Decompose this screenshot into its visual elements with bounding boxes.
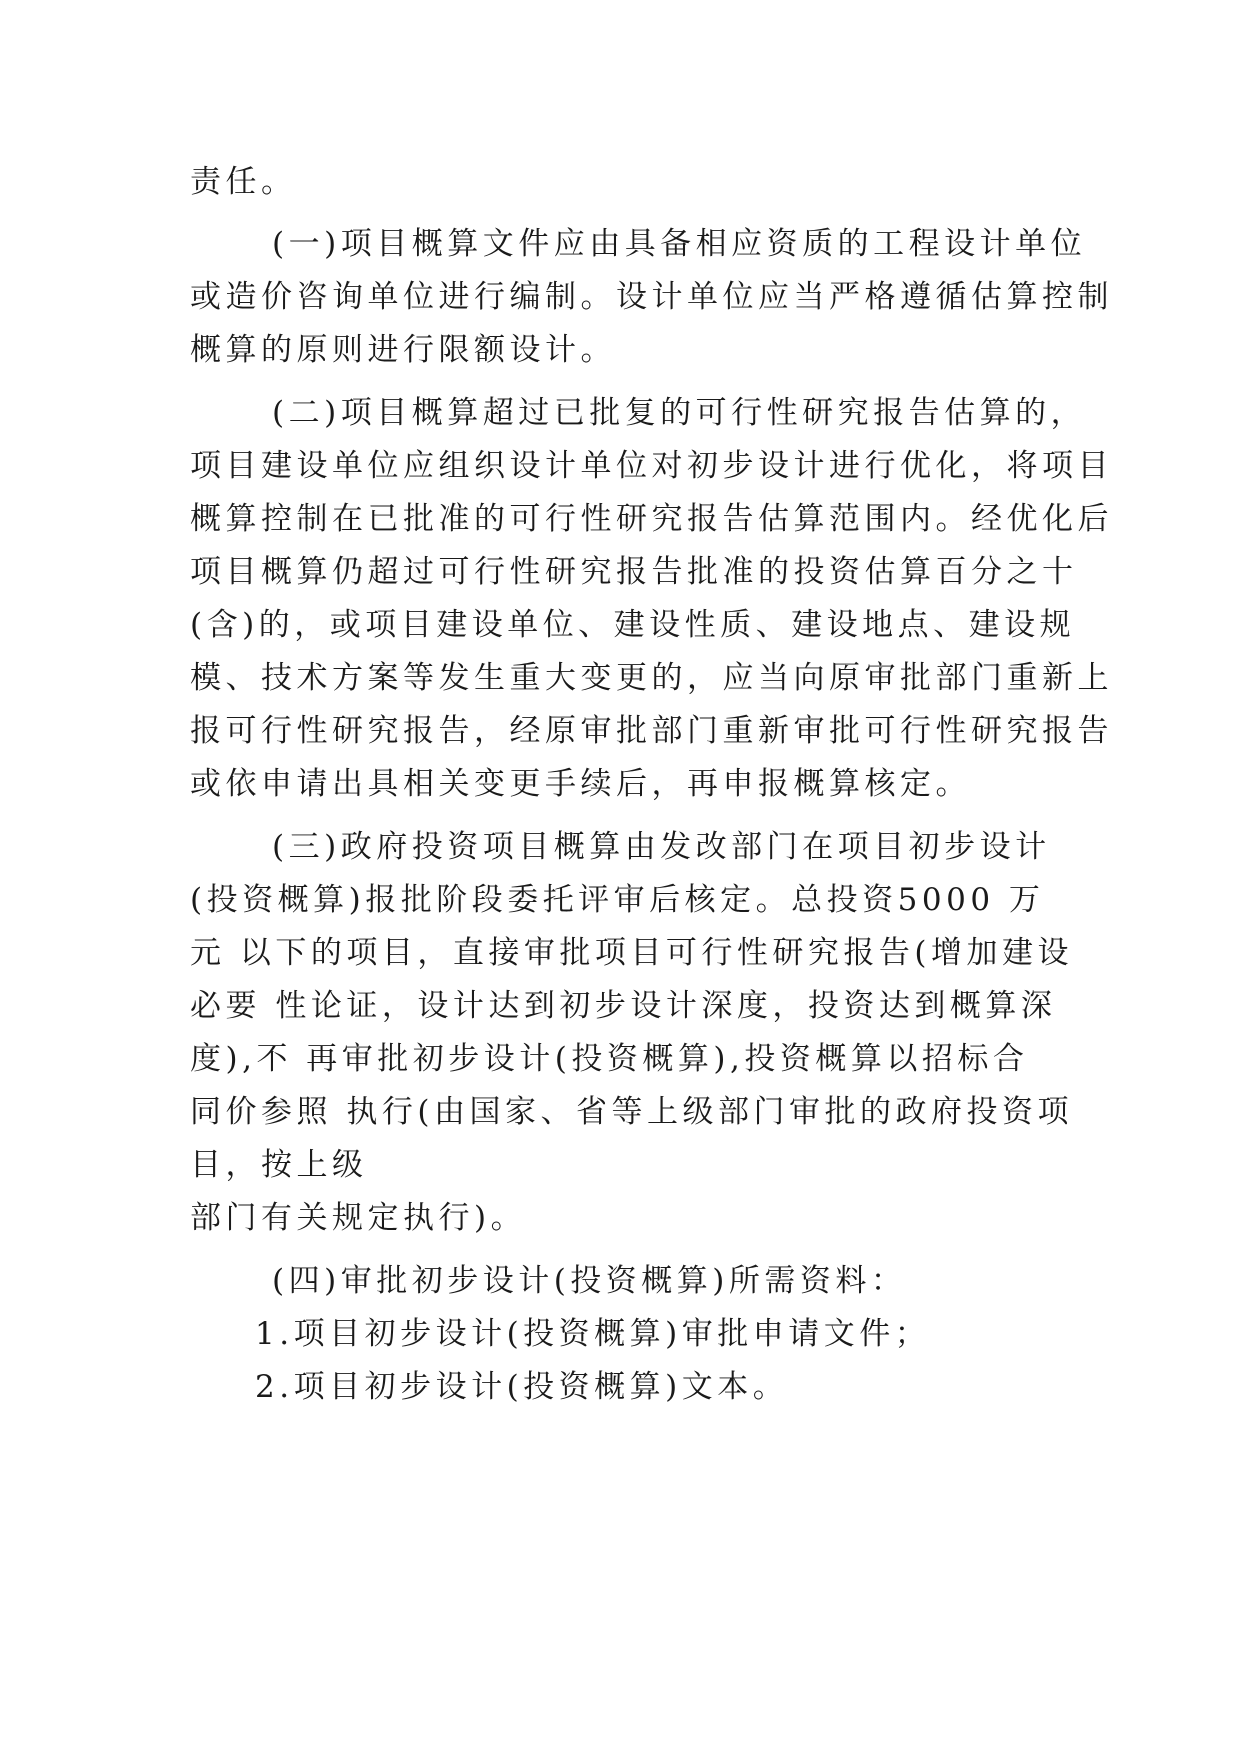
paragraph-3-line: 度),不 再审批初步设计(投资概算),投资概算以招标合 — [190, 1041, 1029, 1077]
paragraph-3-line: 部门有关规定执行)。 — [190, 1200, 527, 1236]
paragraph-1-line: (一)项目概算文件应由具备相应资质的工程设计单位 — [272, 226, 1087, 262]
paragraph-2-line: (二)项目概算超过已批复的可行性研究报告估算的， — [272, 395, 1087, 431]
paragraph-3-line: 目，按上级 — [190, 1147, 368, 1183]
paragraph-3-line: 元 以下的项目，直接审批项目可行性研究报告(增加建设 — [190, 935, 1073, 971]
paragraph-3-line: 同价参照 执行(由国家、省等上级部门审批的政府投资项 — [190, 1094, 1073, 1130]
paragraph-2-line: 项目建设单位应组织设计单位对初步设计进行优化，将项目 — [190, 448, 1113, 484]
paragraph-3-line: (三)政府投资项目概算由发改部门在项目初步设计 — [272, 829, 1051, 865]
list-item: 2.项目初步设计(投资概算)文本。 — [255, 1369, 789, 1405]
paragraph-2-line: 模、技术方案等发生重大变更的，应当向原审批部门重新上 — [190, 660, 1113, 696]
paragraph-3-line: 必要 性论证，设计达到初步设计深度，投资达到概算深 — [190, 988, 1057, 1024]
paragraph-4-heading: (四)审批初步设计(投资概算)所需资料： — [272, 1263, 907, 1299]
paragraph-1-line: 概算的原则进行限额设计。 — [190, 332, 616, 368]
paragraph-1-line: 或造价咨询单位进行编制。设计单位应当严格遵循估算控制 — [190, 279, 1113, 315]
text-line: 责任。 — [190, 164, 297, 200]
paragraph-2-line: 概算控制在已批准的可行性研究报告估算范围内。经优化后 — [190, 501, 1113, 537]
paragraph-2-line: 报可行性研究报告，经原审批部门重新审批可行性研究报告 — [190, 713, 1113, 749]
paragraph-2-line: 或依申请出具相关变更手续后，再申报概算核定。 — [190, 766, 971, 802]
paragraph-2-line: 项目概算仍超过可行性研究报告批准的投资估算百分之十 — [190, 554, 1078, 590]
paragraph-2-line: (含)的，或项目建设单位、建设性质、建设地点、建设规 — [190, 607, 1076, 643]
paragraph-3-line: (投资概算)报批阶段委托评审后核定。总投资5000 万 — [190, 882, 1045, 918]
list-item: 1.项目初步设计(投资概算)审批申请文件； — [255, 1316, 931, 1352]
